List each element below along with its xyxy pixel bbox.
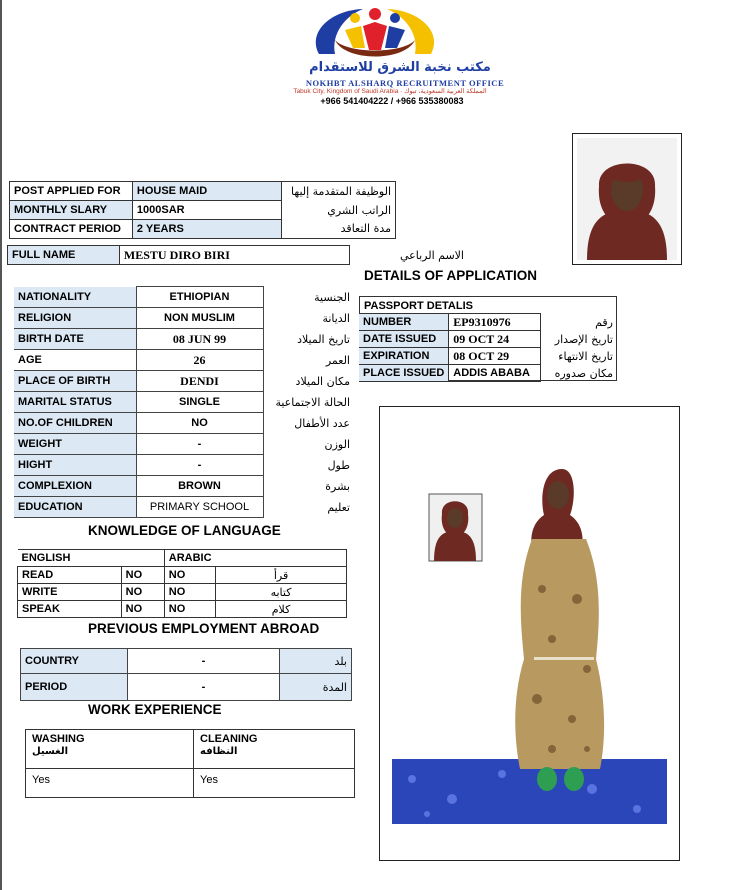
monthly-salary-label: MONTHLY SLARY: [10, 201, 133, 220]
company-arabic-name: مكتب نخبة الشرق للاستقدام: [309, 60, 491, 75]
complexion-value: BROWN: [136, 476, 263, 497]
read-label: READ: [18, 567, 122, 584]
table-row: [10, 201, 396, 220]
table-row: [14, 329, 354, 350]
children-arabic: عدد الأطفال: [294, 416, 350, 430]
post-applied-arabic: الوظيفة المتقدمة إليها: [282, 182, 396, 201]
full-name-table: [7, 245, 468, 265]
age-value: 26: [136, 350, 263, 371]
table-row: [8, 246, 469, 265]
weight-value: -: [136, 434, 263, 455]
table-row: [14, 497, 354, 518]
personal-details-table: [14, 286, 354, 518]
education-arabic: تعليم: [327, 500, 350, 514]
company-english-name: NOKHBT ALSHARQ RECRUITMENT OFFICE: [305, 78, 505, 88]
children-label: NO.OF CHILDREN: [14, 413, 136, 434]
speak-label: SPEAK: [18, 601, 122, 618]
write-arabic-label: كتابه: [216, 584, 347, 601]
country-label: COUNTRY: [21, 649, 128, 674]
marital-status-arabic: الحالة الاجتماعية: [275, 395, 350, 409]
full-name-label: FULL NAME: [8, 246, 120, 265]
experience-heading: WORK EXPERIENCE: [88, 702, 222, 717]
nationality-arabic: الجنسية: [314, 290, 350, 304]
birth-date-label: BIRTH DATE: [14, 329, 136, 350]
washing-label: WASHING: [32, 733, 85, 745]
contract-period-arabic: مدة التعاقد: [282, 220, 396, 239]
table-row: [14, 392, 354, 413]
religion-arabic: الديانة: [322, 311, 350, 325]
post-applied-value: HOUSE MAID: [132, 182, 281, 201]
age-arabic: العمر: [325, 353, 350, 367]
speak-arabic-label: كلام: [216, 601, 347, 618]
contract-period-value: 2 YEARS: [132, 220, 281, 239]
religion-value: NON MUSLIM: [136, 308, 263, 329]
date-issued-label: DATE ISSUED: [359, 331, 449, 348]
education-label: EDUCATION: [14, 497, 136, 518]
cleaning-arabic: النظافه: [200, 746, 238, 757]
experience-box: [25, 729, 355, 798]
cleaning-value: Yes: [200, 774, 218, 786]
table-row: [10, 182, 396, 201]
passport-table: [359, 313, 617, 382]
table-row: [21, 649, 352, 674]
table-row: [18, 567, 347, 584]
page-left-edge: [0, 0, 2, 890]
read-arabic: NO: [164, 567, 215, 584]
english-header: ENGLISH: [18, 550, 122, 567]
place-of-birth-arabic: مكان الميلاد: [295, 374, 350, 388]
expiration-value: 08 OCT 29: [449, 348, 541, 365]
table-row: [359, 365, 617, 382]
passport-number-value: EP9310976: [449, 314, 541, 331]
full-name-arabic: الاسم الرباعي: [400, 248, 464, 262]
period-value: -: [127, 674, 279, 701]
company-phones: +966 541404222 / +966 535380083: [320, 96, 464, 106]
table-row: [359, 348, 617, 365]
position-table: [9, 181, 396, 239]
employment-table: [20, 648, 352, 701]
table-row: [14, 350, 354, 371]
passport-number-arabic: رقم: [595, 315, 613, 329]
religion-label: RELIGION: [14, 308, 136, 329]
place-issued-label: PLACE ISSUED: [359, 365, 449, 382]
arabic-header: ARABIC: [164, 550, 215, 567]
company-address: Tabuk City, Kingdom of Saudi Arabia · المملكة العربية السعودية، تبوك: [293, 88, 487, 95]
height-arabic: طول: [327, 458, 350, 472]
children-value: NO: [136, 413, 263, 434]
age-label: AGE: [14, 350, 136, 371]
table-row: [14, 413, 354, 434]
write-english: NO: [121, 584, 164, 601]
weight-arabic: الوزن: [324, 437, 350, 451]
speak-english: NO: [121, 601, 164, 618]
language-table: [17, 549, 347, 618]
cleaning-label: CLEANING: [200, 733, 258, 745]
birth-date-arabic: تاريخ الميلاد: [297, 332, 350, 346]
read-arabic-label: قرأ: [216, 567, 347, 584]
complexion-arabic: بشرة: [325, 479, 350, 493]
full-name-value: MESTU DIRO BIRI: [119, 246, 349, 265]
details-heading: DETAILS OF APPLICATION: [364, 268, 537, 283]
language-heading: KNOWLEDGE OF LANGUAGE: [88, 523, 281, 538]
table-row: [14, 308, 354, 329]
post-applied-label: POST APPLIED FOR: [10, 182, 133, 201]
place-issued-value: ADDIS ABABA: [449, 365, 541, 382]
date-issued-arabic: تاريخ الإصدار: [554, 332, 613, 346]
monthly-salary-value: 1000SAR: [132, 201, 281, 220]
table-row: [359, 331, 617, 348]
table-row: [14, 455, 354, 476]
full-body-photo: [379, 406, 680, 861]
portrait-photo: [572, 133, 682, 265]
speak-arabic: NO: [164, 601, 215, 618]
table-row: [21, 674, 352, 701]
table-row: [18, 584, 347, 601]
washing-value: Yes: [32, 774, 50, 786]
nationality-label: NATIONALITY: [14, 287, 136, 308]
table-row: [14, 287, 354, 308]
place-of-birth-label: PLACE OF BIRTH: [14, 371, 136, 392]
contract-period-label: CONTRACT PERIOD: [10, 220, 133, 239]
table-row: [10, 220, 396, 239]
read-english: NO: [121, 567, 164, 584]
passport-number-label: NUMBER: [359, 314, 449, 331]
place-issued-arabic: مكان صدوره: [554, 366, 613, 380]
weight-label: WEIGHT: [14, 434, 136, 455]
table-row: [18, 550, 347, 567]
expiration-label: EXPIRATION: [359, 348, 449, 365]
place-of-birth-value: DENDI: [136, 371, 263, 392]
complexion-label: COMPLEXION: [14, 476, 136, 497]
expiration-arabic: تاريخ الانتهاء: [558, 349, 613, 363]
employment-heading: PREVIOUS EMPLOYMENT ABROAD: [88, 621, 320, 636]
education-value: PRIMARY SCHOOL: [136, 497, 263, 518]
date-issued-value: 09 OCT 24: [449, 331, 541, 348]
washing-arabic: الغسيل: [32, 746, 69, 757]
country-arabic: بلد: [280, 649, 352, 674]
height-label: HIGHT: [14, 455, 136, 476]
nationality-value: ETHIOPIAN: [136, 287, 263, 308]
country-value: -: [127, 649, 279, 674]
birth-date-value: 08 JUN 99: [136, 329, 263, 350]
marital-status-value: SINGLE: [136, 392, 263, 413]
table-row: [14, 371, 354, 392]
write-label: WRITE: [18, 584, 122, 601]
write-arabic: NO: [164, 584, 215, 601]
marital-status-label: MARITAL STATUS: [14, 392, 136, 413]
table-row: [18, 601, 347, 618]
passport-title: PASSPORT DETALIS: [364, 300, 473, 312]
table-row: [14, 476, 354, 497]
table-row: [14, 434, 354, 455]
height-value: -: [136, 455, 263, 476]
table-row: [359, 314, 617, 331]
period-arabic: المدة: [280, 674, 352, 701]
period-label: PERIOD: [21, 674, 128, 701]
monthly-salary-arabic: الراتب الشري: [282, 201, 396, 220]
